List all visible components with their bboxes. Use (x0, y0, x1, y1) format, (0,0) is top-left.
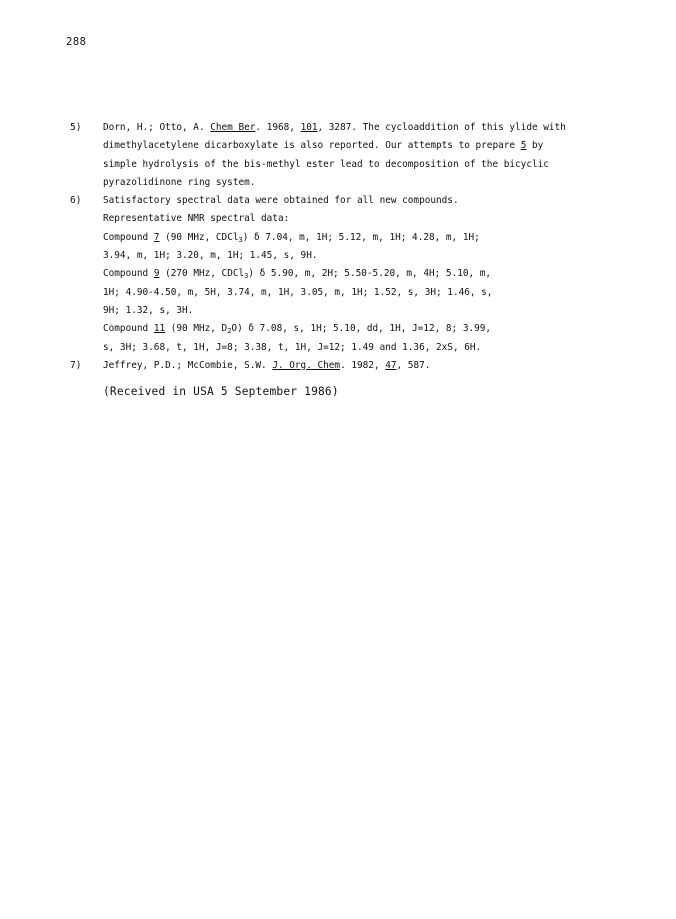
text: , 587. (396, 359, 431, 371)
note-line: 3.94, m, 1H; 3.20, m, 1H; 1.45, s, 9H. (103, 250, 318, 262)
note-line (103, 137, 630, 155)
compound-ref: 5 (520, 140, 527, 152)
nmr-compound-7 (103, 229, 630, 247)
compound-ref: 7 (153, 231, 160, 243)
note-line (103, 119, 630, 137)
note-line: Satisfactory spectral data were obtained for all new compounds. (103, 195, 459, 207)
text: ) δ 7.04, m, 1H; 5.12, m, 1H; 4.28, m, 1H; (242, 231, 480, 243)
volume-number: 47 (385, 359, 397, 371)
volume-number: 101 (300, 122, 318, 133)
text: Compound (103, 268, 154, 280)
references-notes (70, 119, 630, 401)
text: . 1968, (255, 122, 301, 133)
text: (90 MHz, CDCl (159, 231, 239, 243)
note-line: s, 3H; 3.68, t, 1H, J=8; 3.38, t, 1H, J=12; 1.49 and 1.36, 2xS, 6H. (103, 341, 482, 353)
note-line: simple hydrolysis of the bis-methyl ester lead to decomposition of the bicyclic (103, 158, 549, 170)
note-line: 1H; 4.90-4.50, m, 5H, 3.74, m, 1H, 3.05, m, 1H; 1.52, s, 3H; 1.46, s, (103, 286, 493, 298)
note-line (103, 357, 630, 375)
text: ) δ 5.90, m, 2H; 5.50-5.20, m, 4H; 5.10, m, (248, 268, 492, 280)
text: , 3287. The cycloaddition of this ylide with (317, 122, 566, 133)
text: by (526, 140, 544, 152)
note-line: Representative NMR spectral data: (103, 213, 290, 225)
text: . 1982, (340, 359, 386, 371)
text: Dorn, H.; Otto, A. (103, 122, 211, 133)
text: (90 MHz, D (165, 323, 228, 335)
note-7 (70, 357, 630, 401)
note-line: 9H; 1.32, s, 3H. (103, 304, 194, 316)
note-number: 5) (70, 122, 82, 133)
journal-name: J. Org. Chem (272, 359, 341, 371)
nmr-compound-11 (103, 320, 630, 338)
text: O) δ 7.08, s, 1H; 5.10, dd, 1H, J=12, 8; 3.99, (231, 323, 492, 335)
text: Compound (103, 323, 154, 335)
text: (270 MHz, CDCl (159, 268, 245, 280)
compound-ref: 9 (153, 268, 160, 280)
note-6 (70, 192, 630, 357)
subscript: 3 (238, 235, 243, 244)
note-number: 6) (70, 195, 82, 207)
text: dimethylacetylene dicarboxylate is also reported. Our attempts to prepare (103, 140, 521, 152)
compound-ref: 11 (153, 323, 166, 335)
page-number: 288 (66, 36, 87, 48)
subscript: 3 (244, 272, 249, 281)
journal-name: Chem Ber (210, 122, 256, 133)
subscript: 2 (227, 327, 232, 336)
text: Compound (103, 231, 154, 243)
note-5 (70, 119, 630, 192)
received-date: (Received in USA 5 September 1986) (103, 385, 339, 399)
text: Jeffrey, P.D.; McCombie, S.W. (103, 359, 273, 371)
note-line: pyrazolidinone ring system. (103, 176, 256, 188)
note-number: 7) (70, 359, 82, 371)
nmr-compound-9 (103, 265, 630, 283)
